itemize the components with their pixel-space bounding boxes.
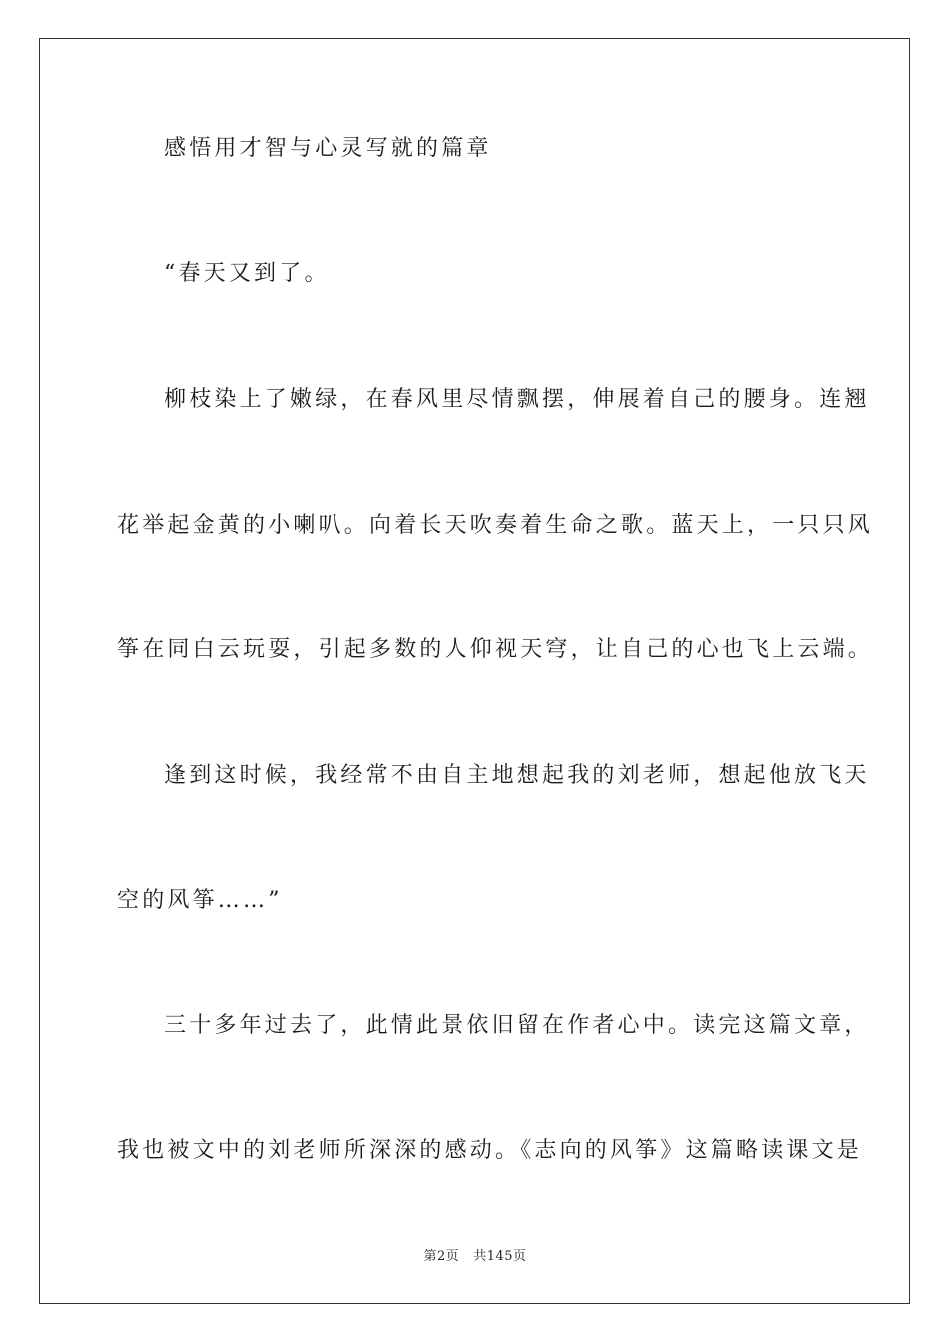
paragraph-line-9: 我也被文中的刘老师所深深的感动。《志向的风筝》这篇略读课文是 <box>117 1138 863 1163</box>
paragraph-line-4: 花举起金黄的小喇叭。向着长天吹奏着生命之歌。蓝天上，一只只风 <box>117 513 874 538</box>
paragraph-line-3: 柳枝染上了嫩绿，在春风里尽情飘摆，伸展着自己的腰身。连翘 <box>164 387 870 412</box>
page-footer <box>0 1248 950 1266</box>
paragraph-line-2: “春天又到了。 <box>164 261 330 286</box>
page-frame <box>39 38 910 1304</box>
page-number: 第2页 <box>423 1249 460 1264</box>
paragraph-line-8: 三十多年过去了，此情此景依旧留在作者心中。读完这篇文章， <box>164 1013 870 1038</box>
page-total: 共145页 <box>473 1249 527 1264</box>
paragraph-line-1: 感悟用才智与心灵写就的篇章 <box>164 136 492 161</box>
paragraph-line-7: 空的风筝……” <box>117 888 283 913</box>
paragraph-line-5: 筝在同白云玩耍，引起多数的人仰视天穹，让自己的心也飞上云端。 <box>117 637 874 662</box>
paragraph-line-6: 逢到这时候，我经常不由自主地想起我的刘老师，想起他放飞天 <box>164 763 870 788</box>
